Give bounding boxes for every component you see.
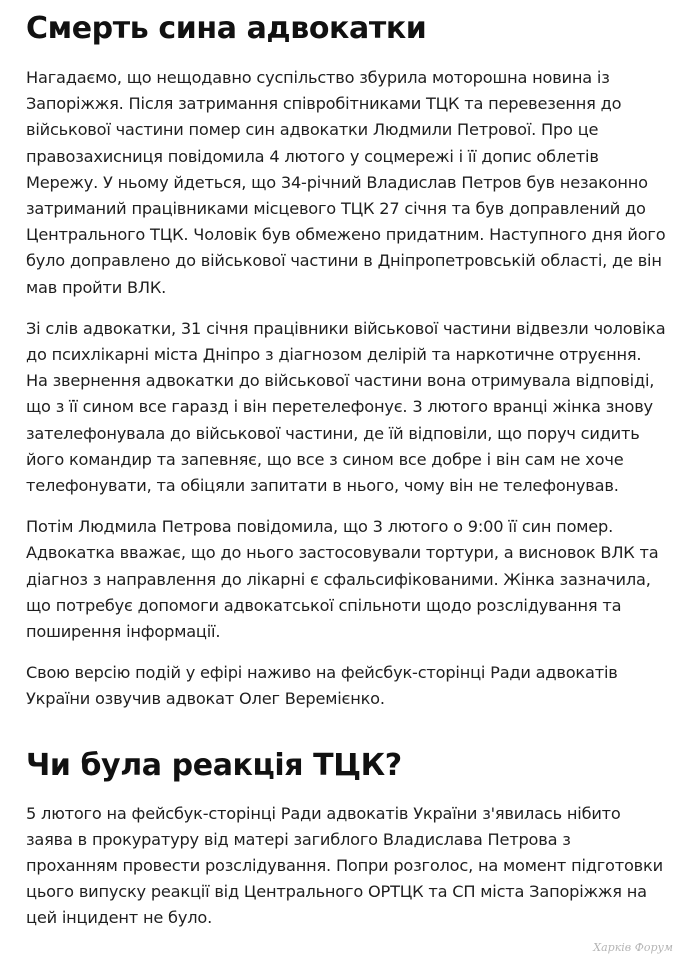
article-paragraph: Потім Людмила Петрова повідомила, що 3 лютого о 9:00 її син помер. Адвокатка вважає, що до нього застосовували тортури, а висновок ВЛК та діагноз з направлення до лікарні є сфальсифікованими. Жінка зазначила, що потребує допомоги адвокатської спільноти щодо розслідування та поширення інформації. — [26, 517, 659, 642]
article-paragraph: 5 лютого на фейсбук-сторінці Ради адвокатів України з'явилась нібито заява в прокуратуру від матері загиблого Владислава Петрова з проханням провести розслідування. Попри розголос, на момент підготовки цього випуску реакції від Центрального ОРТЦК та СП міста Запоріжжя на цей інцидент не було. — [26, 803, 663, 928]
article — [26, 0, 666, 932]
article-paragraph: Зі слів адвокатки, 31 січня працівники військової частини відвезли чоловіка до психлікарні міста Дніпро з діагнозом делірій та наркотичне отруєння. На звернення адвокатки до військової частини вона отримувала відповіді, що з її сином все гаразд і він перетелефонує. 3 лютого вранці жінка знову зателефонувала до військової частини, де їй відповіли, що поруч сидить його командир та запевняє, що все з сином все добре і він сам не хоче телефонувати, та обіцяли запитати в нього, чому він не телефонував. — [26, 318, 666, 496]
article-paragraph: Свою версію подій у ефірі наживо на фейсбук-сторінці Ради адвокатів України озвучив адвокат Олег Веремієнко. — [26, 663, 618, 709]
section-title-tck-reaction: Чи була реакція ТЦК? — [26, 747, 402, 783]
section-title-son-death: Смерть сина адвокатки — [26, 11, 427, 46]
watermark: Харків Форум — [593, 941, 673, 954]
article-paragraph: Нагадаємо, що нещодавно суспільство збурила моторошна новина із Запоріжжя. Після затримання співробітниками ТЦК та перевезення до військової частини помер син адвокатки Людмили Петрової. Про це правозахисниця повідомила 4 лютого у соцмережі і її допис облетів Мережу. У ньому йдеться, що 34-річний Владислав Петров був незаконно затриманий працівниками місцевого ТЦК 27 січня та був доправлений до Центрального ТЦК. Чоловік був обмежено придатним. Наступного дня його було доправлено до військової частини в Дніпропетровській області, де він мав пройти ВЛК. — [26, 68, 666, 297]
